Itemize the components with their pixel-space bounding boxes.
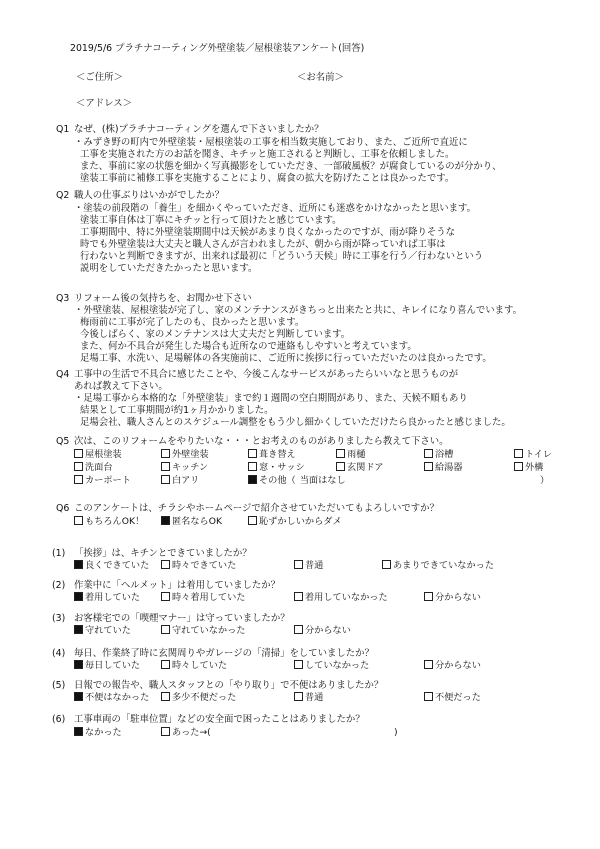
document-title: 2019/5/6 プラチナコーティング外壁塗装／屋根塗装アンケート(回答)	[70, 43, 365, 54]
item-option-label: 普通	[305, 692, 324, 703]
checkbox-icon	[424, 449, 433, 458]
checkbox-icon	[514, 449, 523, 458]
q5-option-label: 給湯器	[435, 462, 463, 473]
q6-option-label: 匿名ならOK	[172, 516, 223, 527]
checkbox-icon	[161, 727, 170, 736]
checkbox-checked-icon	[74, 560, 83, 569]
q5-option[interactable]	[74, 475, 131, 487]
q4-answer-line: 足場会社、職人さんとのスケジュール調整をもう少し細かくしていただけたら良かったと感じました。	[80, 417, 511, 428]
q2-answer-line: 工事期間中、特に外壁塗装期間中は天候があまり良くなかったのですが、雨が降りそうな	[80, 227, 456, 238]
checkbox-icon	[294, 660, 303, 669]
q5-option-other[interactable]	[248, 475, 346, 487]
q5-option[interactable]	[74, 449, 122, 461]
checkbox-icon	[336, 449, 345, 458]
checkbox-icon	[294, 625, 303, 634]
q5-other-close: ）	[540, 475, 550, 486]
q2-answer-line: 行わないと判断できますが、出来れば最初に「どういう天候」時に工事を行う／行わないという	[80, 251, 484, 262]
q3-answer-line: 梅雨前に工事が完了したのも、良かったと思います。	[80, 317, 305, 328]
item6-option[interactable]	[74, 727, 122, 739]
item2-question: 作業中に「ヘルメット」は着用していましたか？	[74, 580, 280, 591]
q2-answer-line: 説明をしていただきたかったと思います。	[80, 263, 258, 274]
q1-answer-line: ・みずき野の町内で外壁塗装・屋根塗装の工事を相当数実施しており、また、ご近所で直近に	[74, 137, 468, 148]
q4-answer-line: 結果として工事期間が約1ヶ月かかりました。	[80, 405, 274, 416]
q5-option-label: 玄関ドア	[347, 462, 384, 473]
q2-answer-line: ・塗装の前段階の「養生」を細かくやっていただき、近所にも迷惑をかけなかったと思います。	[74, 203, 477, 214]
checkbox-icon	[161, 625, 170, 634]
checkbox-icon	[161, 560, 170, 569]
item-option-label: あまりできていなかった	[393, 560, 495, 571]
q5-option[interactable]	[424, 449, 453, 461]
item-option-label: 不便はなかった	[85, 692, 150, 703]
item1-option[interactable]	[294, 560, 323, 572]
checkbox-icon	[74, 449, 83, 458]
q5-option-label: キッチン	[172, 462, 209, 473]
item3-option[interactable]	[74, 625, 131, 637]
item-option-label: 多少不便だった	[172, 692, 237, 703]
checkbox-icon	[424, 660, 433, 669]
item1-option[interactable]	[382, 560, 494, 572]
checkbox-icon	[161, 692, 170, 701]
checkbox-checked-icon	[74, 592, 83, 601]
item5-number: (5)	[52, 680, 66, 691]
checkbox-checked-icon	[248, 475, 257, 484]
q3-answer-line: 今後しばらく、家のメンテナンスは大丈夫だと判断しています。	[80, 329, 351, 340]
item-option-label: 分からない	[305, 625, 351, 636]
item1-option[interactable]	[161, 560, 236, 572]
item-option-label: あった→(	[172, 727, 211, 738]
q5-option-label: その他（	[259, 475, 296, 486]
q6-option[interactable]	[74, 516, 144, 528]
item-option-label: 守れていた	[85, 625, 131, 636]
q3-answer-line: また、何か不具合が発生した場合も近所なので連絡もしやすいと考えています。	[80, 341, 417, 352]
checkbox-icon	[294, 560, 303, 569]
checkbox-checked-icon	[161, 516, 170, 525]
q2-question: 職人の仕事ぶりはいかがでしたか？	[74, 190, 225, 201]
item-option-label: 普通	[305, 560, 324, 571]
item-option-label: 不便だった	[435, 692, 481, 703]
q6-number: Q6	[56, 503, 70, 514]
q5-option[interactable]	[74, 462, 113, 474]
checkbox-icon	[74, 475, 83, 484]
item6-question: 工事車両の「駐車位置」などの安全面で困ったことはありましたか？	[74, 714, 365, 725]
item2-option[interactable]	[294, 592, 388, 604]
q6-option-label: もちろんOK！	[85, 516, 145, 527]
checkbox-icon	[161, 660, 170, 669]
q3-question: リフォーム後の気持ちを、お聞かせ下さい	[74, 293, 252, 304]
q4-number: Q4	[56, 369, 70, 380]
item-option-label: 分からない	[435, 660, 481, 671]
checkbox-icon	[424, 462, 433, 471]
q5-option-label: 雨樋	[347, 449, 366, 460]
q1-question: なぜ、(株)プラチナコーティングを選んで下さいましたか？	[74, 124, 324, 135]
q2-answer-line: 時でも外壁塗装は大丈夫と職人さんが言われましたが、朝から雨が降っていれば工事は	[80, 239, 446, 250]
item-option-label: 時々着用していた	[172, 592, 246, 603]
item-option-label: 良くできていた	[85, 560, 150, 571]
q5-option-label: 浴槽	[435, 449, 454, 460]
q6-option[interactable]	[161, 516, 222, 528]
q5-option[interactable]	[161, 449, 209, 461]
q4-question-line: あれば教えて下さい。	[74, 381, 168, 392]
item4-option[interactable]	[74, 660, 140, 672]
item5-option[interactable]	[74, 692, 149, 704]
item2-number: (2)	[52, 580, 66, 591]
name-label: ＜お名前＞	[297, 72, 344, 83]
item6-number: (6)	[52, 714, 66, 725]
item1-option[interactable]	[74, 560, 149, 572]
q5-option-label: 洗面台	[85, 462, 113, 473]
item-option-label: 守れていなかった	[172, 625, 246, 636]
q3-number: Q3	[56, 293, 70, 304]
item5-option[interactable]	[161, 692, 236, 704]
q5-option[interactable]	[514, 449, 552, 461]
checkbox-icon	[161, 462, 170, 471]
q3-answer-line: 足場工事、水洗い、足場解体の各実施前に、ご近所に挨拶に行っていただいたのは良かったです。	[80, 353, 492, 364]
checkbox-icon	[336, 462, 345, 471]
item3-option[interactable]	[294, 625, 351, 637]
q5-option-label: カーポート	[85, 475, 131, 486]
item3-option[interactable]	[161, 625, 246, 637]
item-option-label: していなかった	[305, 660, 370, 671]
item6-option[interactable]	[161, 727, 211, 739]
checkbox-icon	[294, 592, 303, 601]
item-option-label: 着用していなかった	[305, 592, 388, 603]
item1-number: (1)	[52, 548, 66, 559]
checkbox-icon	[294, 692, 303, 701]
checkbox-icon	[248, 462, 257, 471]
q5-number: Q5	[56, 436, 70, 447]
checkbox-checked-icon	[74, 625, 83, 634]
q4-answer-line: ・足場工事から本格的な「外壁塗装」まで約１週間の空白期間があり、また、天候不順もあり	[74, 393, 468, 404]
item6-close: )	[394, 727, 398, 738]
item2-option[interactable]	[74, 592, 140, 604]
item4-number: (4)	[52, 648, 66, 659]
item4-option[interactable]	[424, 660, 481, 672]
item-option-label: 着用していた	[85, 592, 141, 603]
q5-option-label: 外壁塗装	[172, 449, 209, 460]
q5-option[interactable]	[336, 462, 383, 474]
item5-option[interactable]	[294, 692, 323, 704]
checkbox-checked-icon	[74, 692, 83, 701]
q1-number: Q1	[56, 124, 70, 135]
item1-question: 「挨拶」は、キチンとできていましたか？	[74, 548, 252, 559]
item5-option[interactable]	[424, 692, 481, 704]
checkbox-icon	[161, 475, 170, 484]
q5-option[interactable]	[336, 449, 365, 461]
item-option-label: 分からない	[435, 592, 481, 603]
q1-answer-line: 塗装工事前に補修工事を実施することにより、腐食の拡大を防げたことは良かったです。	[80, 173, 455, 184]
q5-option[interactable]	[248, 449, 296, 461]
q5-option-label: 窓・サッシ	[259, 462, 305, 473]
q5-option[interactable]	[161, 475, 199, 487]
checkbox-icon	[382, 560, 391, 569]
checkbox-icon	[74, 516, 83, 525]
q5-option-label: 屋根塗装	[85, 449, 122, 460]
item4-option[interactable]	[294, 660, 369, 672]
item5-question: 日報での報告や、職人スタッフとの「やり取り」で不便はありましたか？	[74, 680, 384, 691]
q5-option[interactable]	[424, 462, 463, 474]
checkbox-checked-icon	[74, 727, 83, 736]
q1-answer-line: また、事前に家の状態を細かく写真撮影をしていただき、一部破風板？が腐食しているのが分かり、	[80, 161, 502, 172]
item-option-label: 毎日していた	[85, 660, 141, 671]
checkbox-icon	[161, 592, 170, 601]
q1-answer-line: 工事を実施された方のお話を聞き、キチッと施工されると判断し、工事を依頼しました。	[80, 149, 455, 160]
checkbox-icon	[248, 449, 257, 458]
item2-option[interactable]	[161, 592, 246, 604]
q6-question: このアンケートは、チラシやホームページで紹介させていただいてもよろしいですか？	[74, 503, 439, 514]
q5-option[interactable]	[161, 462, 208, 474]
q5-option-label: 葺き替え	[259, 449, 296, 460]
item2-option[interactable]	[424, 592, 481, 604]
q5-option[interactable]	[248, 462, 305, 474]
q6-option-label: 恥ずかしいからダメ	[259, 516, 342, 527]
q2-answer-line: 塗装工事自体は丁寧にキチッと行って頂けたと感じています。	[80, 215, 342, 226]
item-option-label: 時々していた	[172, 660, 228, 671]
q5-question: 次は、このリフォームをやりたいな・・・とお考えのものがありましたら教えて下さい。	[74, 436, 449, 447]
q5-option-label: 外構	[525, 462, 544, 473]
q6-option[interactable]	[248, 516, 342, 528]
q5-other-text: 当面はなし	[299, 475, 346, 486]
q4-question-line: 工事中の生活で不具合に感じたことや、今後こんなサービスがあったらいいなと思うものが	[74, 369, 459, 380]
item4-question: 毎日、作業終了時に玄関周りやガレージの「清掃」をしていましたか？	[74, 648, 374, 659]
q2-number: Q2	[56, 190, 70, 201]
q5-option[interactable]	[514, 462, 543, 474]
checkbox-icon	[248, 516, 257, 525]
item3-question: お客様宅での「喫煙マナー」は守っていましたか？	[74, 613, 290, 624]
item3-number: (3)	[52, 613, 66, 624]
checkbox-icon	[424, 692, 433, 701]
checkbox-checked-icon	[74, 660, 83, 669]
q3-answer-line: ・外壁塗装、屋根塗装が完了し、家のメンテナンスがきちっと出来たと共に、キレイになり喜んでいます。	[74, 305, 522, 316]
email-label: ＜アドレス＞	[76, 98, 132, 109]
q5-option-label: トイレ	[525, 449, 553, 460]
item-option-label: 時々できていた	[172, 560, 237, 571]
checkbox-icon	[424, 592, 433, 601]
item-option-label: なかった	[85, 727, 122, 738]
checkbox-icon	[161, 449, 170, 458]
address-label: ＜ご住所＞	[76, 72, 123, 83]
checkbox-icon	[74, 462, 83, 471]
item4-option[interactable]	[161, 660, 227, 672]
q5-option-label: 白アリ	[172, 475, 200, 486]
checkbox-icon	[514, 462, 523, 471]
